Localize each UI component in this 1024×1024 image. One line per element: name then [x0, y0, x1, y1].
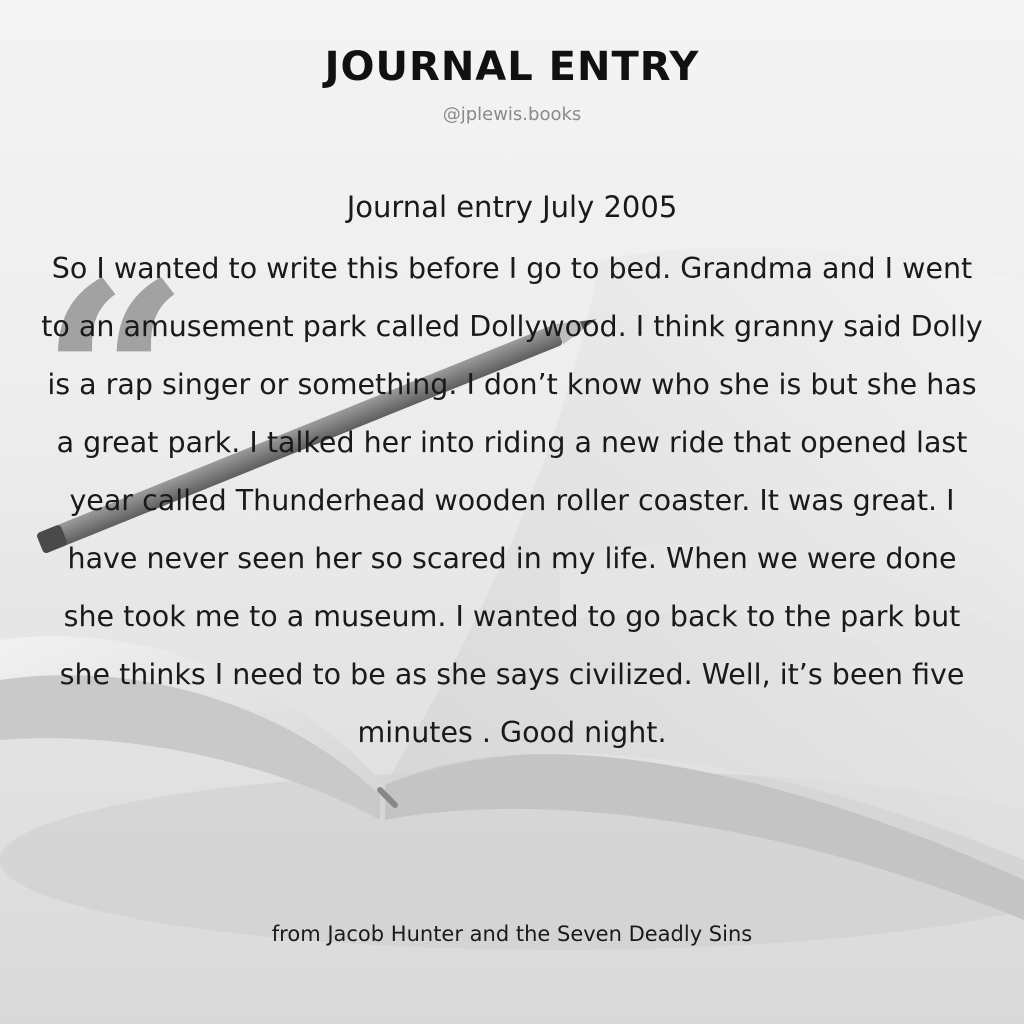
source-attribution: from Jacob Hunter and the Seven Deadly Sins: [271, 922, 753, 946]
page-title: JOURNAL ENTRY: [324, 44, 700, 90]
quote-mark-graphic: “: [40, 227, 190, 532]
entry-heading: Journal entry July 2005: [346, 190, 678, 224]
author-handle: @jplewis.books: [442, 104, 582, 125]
entry-body-text: So I wanted to write this before I go to bed. Grandma and I went to an amusement park called Dollywood. I think granny said Dolly is a rap singer or something. I don’t know who she is but she has a great park. I talked her into riding a new ride that opened last year called Thunderhead wooden roller coaster. It was great. I have never seen her so scared in my life. When we were done she took me to a museum. I wanted to go back to the park but she thinks I need to be as she says civilized. Well, it’s been five minutes . Good night.: [41, 252, 983, 749]
